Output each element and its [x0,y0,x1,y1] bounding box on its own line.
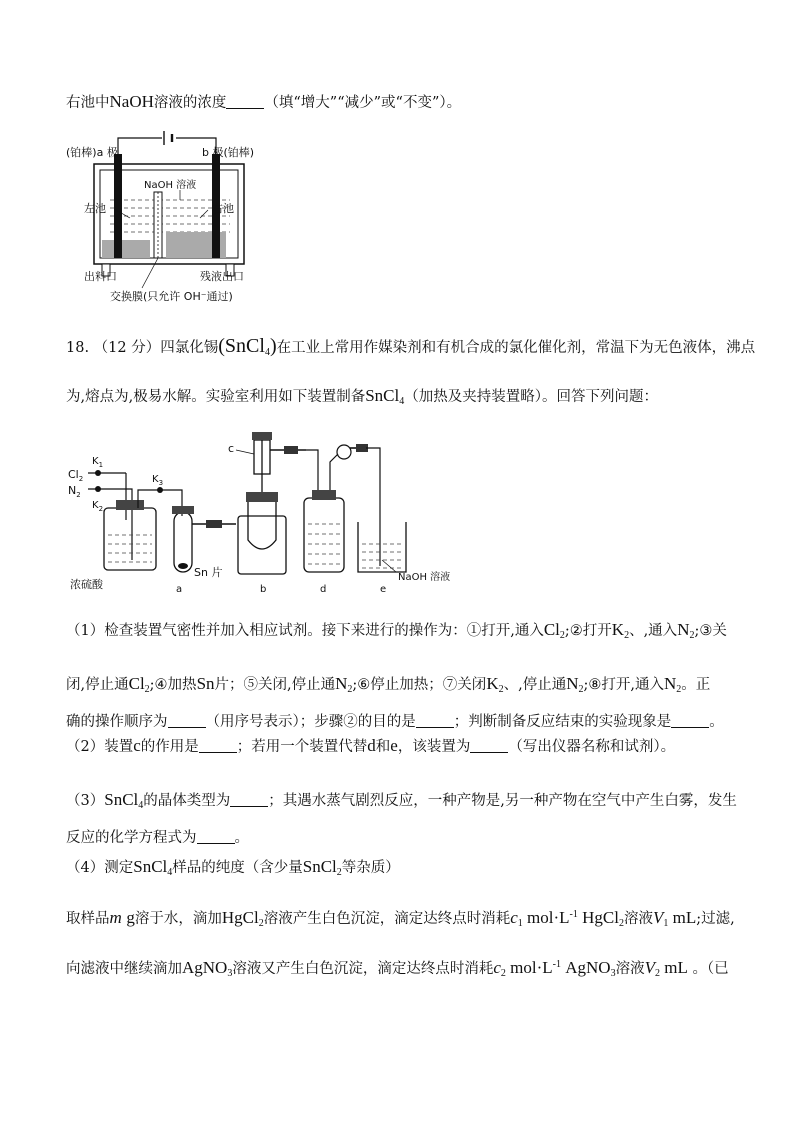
label-k2: $K_2$ [92,500,104,513]
label-c: c [228,442,235,455]
part-1-line-3: 确的操作顺序为 （用序号表示）；步骤②的目的是 ；判断制备反应结束的实验现象是 。 [66,714,724,730]
answer-blank[interactable] [199,738,237,753]
part-4-line-3: 向滤液中继续滴加AgNO$_3$溶液又产生白色沉淀，滴定达终点时消耗$c_2$ $mol\cdot L^{-1}$ AgNO$_3$溶液$V_2$ mL 。（已 [66,958,729,979]
label-k3: $K_3$ [152,474,164,487]
answer-blank[interactable] [226,94,264,109]
label-residue-outlet: 残液出口 [200,270,244,283]
part-4-line-2: 取样品m g溶于水，滴加HgCl$_2$溶液产生白色沉淀，滴定达终点时消耗$c_1$ $mol\cdot L^{-1}$ HgCl$_2$溶液$V_1$ mL;过滤, [66,908,735,929]
electrolysis-diagram [66,128,280,308]
label-sn-sheet: Sn 片 [194,566,223,579]
label-concentrated-sulfuric-acid: 浓硫酸 [70,578,103,591]
label-b: b [260,584,267,595]
part-2-line: （2）装置c的作用是 ；若用一个装置代替d和e，该装置为 （写出仪器名称和试剂）。 [66,736,676,755]
part-3-line-1: （3）SnCl$_4$的晶体类型为 ；其遇水蒸气剧烈反应，一种产物是,另一种产物在空气中产生白雾，发生 [66,790,737,811]
answer-blank[interactable] [416,713,454,728]
part-3-line-2: 反应的化学方程式为 。 [66,830,249,846]
answer-blank[interactable] [470,738,508,753]
label-e: e [380,584,387,595]
label-naoh-solution: NaOH 溶液 [144,180,197,191]
label-left-pool: 左池 [84,202,106,215]
label-right-pool: 右池 [212,202,234,215]
answer-blank[interactable] [230,792,268,807]
part-1-line-2: 闭,停止通$Cl_2;④$加热Sn片；⑤关闭,停止通$N_2;⑥$停止加热；⑦关闭$K_2$、,停止通$N_2;⑧$打开,通入$N_2$。正 [66,674,711,695]
label-d: d [320,584,327,595]
answer-blank[interactable] [671,713,709,728]
label-a-electrode: (铂棒)a 极 [66,146,118,159]
text-line-1: 右池中NaOH溶液的浓度 （填“增大”“减少”或“不变”）。 [66,92,462,111]
q18-line-2: 为,熔点为,极易水解。实验室利用如下装置制备SnCl$_4$（加热及夹持装置略）。回答下列问题： [66,386,658,407]
part-4-line: （4）测定SnCl$_4$样品的纯度（含少量SnCl$_2$等杂质） [66,857,400,878]
part-1-line-1: （1）检查装置气密性并加入相应试剂。接下来进行的操作为：①打开,通入$Cl_2;②$打开$K_2$、,通入$N_2;③$关 [66,620,727,641]
answer-blank[interactable] [168,713,206,728]
label-a: a [176,584,183,595]
label-cl2: $Cl_2$ [68,468,84,483]
label-b-electrode: b 极(铂棒) [202,146,255,159]
label-naoh-solution: NaOH 溶液 [398,572,451,583]
label-membrane: 交换膜(只允许 OH⁻通过) [110,290,233,303]
question-number: 18. [66,340,90,356]
label-k1: $K_1$ [92,456,104,469]
apparatus-diagram [66,420,486,600]
label-outlet: 出料口 [84,270,117,283]
answer-blank[interactable] [197,829,235,844]
label-n2: $N_2$ [68,484,81,499]
q18-line-1: 18. （12 分）四氯化锡(SnCl$_4$)在工业上常用作媒染剂和有机合成的氯化催化剂，常温下为无色液体，沸点 [66,335,756,358]
formula-naoh: NaOH [109,92,154,111]
